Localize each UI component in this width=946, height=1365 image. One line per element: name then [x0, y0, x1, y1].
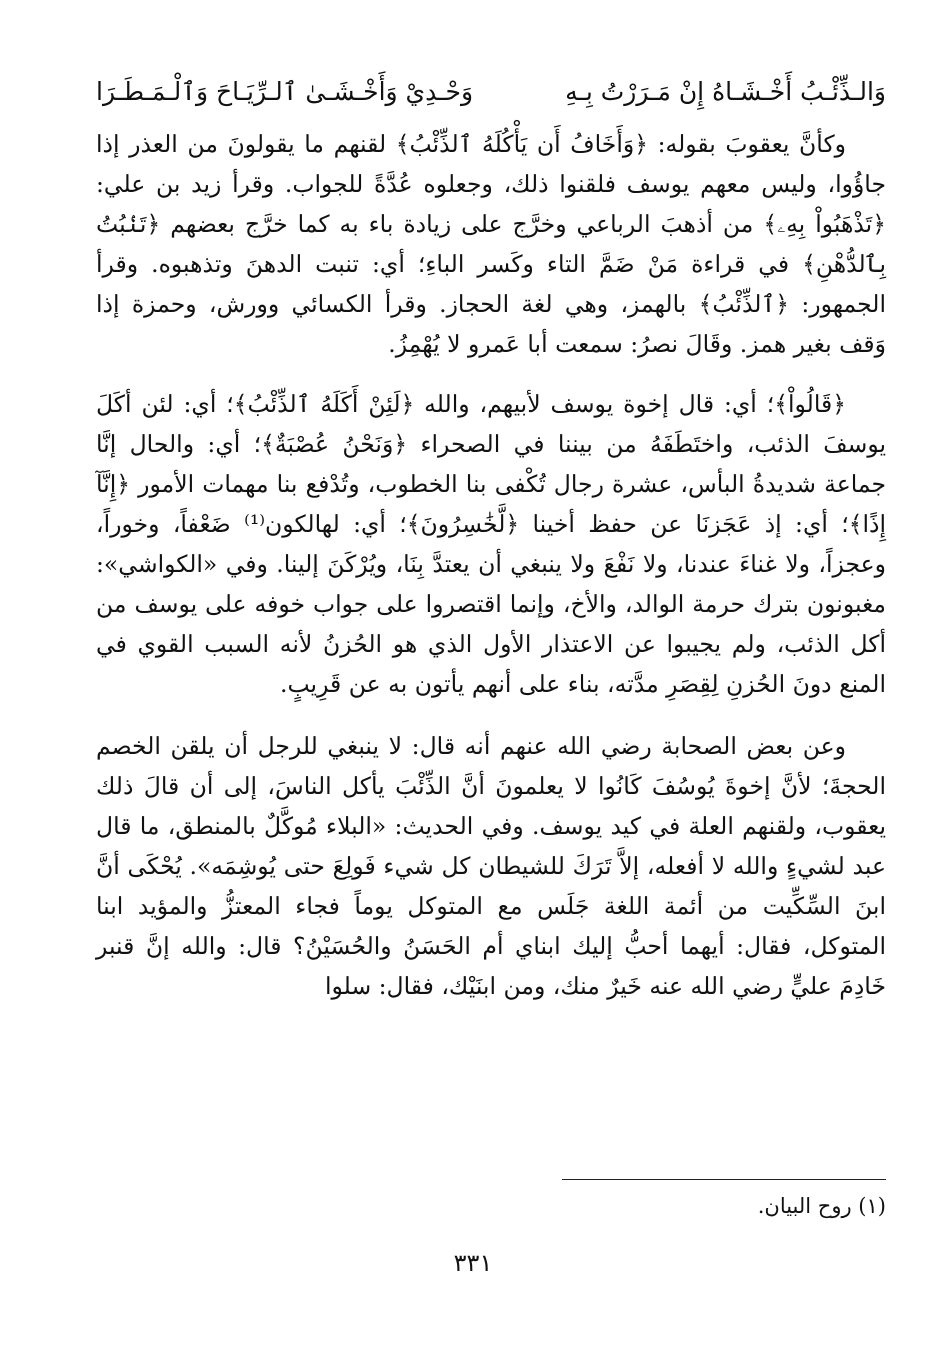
paragraph-3: وعن بعض الصحابة رضي الله عنهم أنه قال: لا ينبغي للرجل أن يلقن الخصم الحجةَ؛ لأنَّ إخوةَ يُوسُفَ كَانُوا لا يعلمونَ أنَّ الذِّئْبَ يأكل الناسَ، إلى أن قالَ ذلك يعقوب، ولقنهم العلة في كيد يوسف. وفي الحديث: «البلاء مُوكَّلٌ بالمنطق، ما قال عبد لشيءٍ والله لا أفعله، إلاَّ تَرَكَ للشيطان كل شيء فَولِعَ حتى يُوشِمَه». يُحْكَى أنَّ ابنَ السِّكِّيت من أئمة اللغة جَلَس مع المتوكل يوماً فجاء المعتزُّ والمؤيد ابنا المتوكل، فقال: أيهما أحبُّ إليك ابناي أم الحَسَنُ والحُسَيْنُ؟ قال: والله إنَّ قنبر خَادِمَ عليٍّ رضي الله عنه خَيرٌ منك، ومن ابنَيْك، فقال: سلوا: [96, 732, 886, 1000]
footnote-divider: [562, 1179, 886, 1180]
page-body: [96, 66, 886, 1006]
verse-first-hemistich: وَالـذِّئْـبُ أَخْـشَـاهُ إِنْ مَـرَرْتُ بِـهِ: [565, 77, 886, 106]
poetry-verse: [96, 66, 886, 118]
footnote: (١) روح البيان.: [757, 1194, 886, 1218]
page-number: ٣٣١: [453, 1249, 493, 1277]
paragraph-1: وكأنَّ يعقوبَ بقوله: ﴿وَأَخَافُ أَن يَأْكُلَهُ ٱلذِّئْبُ﴾ لقنهم ما يقولونَ من العذر إذا جاؤُوا، وليس معهم يوسف فلقنوا ذلك، وجعلوه عُدَّةً للجواب. وقرأ زيد بن علي: ﴿تَذْهَبُواْ بِهِۦ﴾ من أذهبَ الرباعي وخرَّج على زيادة باء به كما خرَّج بعضهم ﴿تَنۢبُتُ بِٱلدُّهْنِ﴾ في قراءة مَنْ ضَمَّ التاء وكَسر الباءِ؛ أي: تنبت الدهنَ وتذهبوه. وقرأ الجمهور: ﴿ٱلذِّئْبُ﴾ بالهمز، وهي لغة الحجاز. وقرأ الكسائي وورش، وحمزة إذا وَقف بغير همز. وقَالَ نصرُ: سمعت أبا عَمرو لا يُهْمِزُ.: [96, 130, 886, 358]
paragraph-2: ﴿قَالُواْ﴾؛ أي: قال إخوة يوسف لأبيهم، والله ﴿لَئِنْ أَكَلَهُ ٱلذِّئْبُ﴾؛ أي: لئن أكَلَ يوسفَ الذئب، واختَطَفَهُ من بيننا في الصحراء ﴿وَنَحْنُ عُصْبَةٌ﴾؛ أي: والحال إنَّا جماعة شديدةُ البأس، عشرة رجال تُكْفى بنا الخطوب، وتُدْفع بنا مهمات الأمور ﴿إِنَّآ إِذًا﴾؛ أي: إذ عَجَزنَا عن حفظ أخينا ﴿لَّخَٰسِرُونَ﴾؛ أي: لهالكون⁽¹⁾ ضَعْفاً، وخوراً، وعجزاً، ولا غناءَ عندنا، ولا نَفْعَ ولا ينبغي أن يعتدَّ بِنَا، ويُرْكَنَ إلينا. وفي «الكواشي»: مغبونون بترك حرمة الوالد، والأخ، وإنما اقتصروا على جواب خوفه على يوسف من أكل الذئب، ولم يجيبوا عن الاعتذار الأول الذي هو الحُزنُ لأنه السبب القوي في المنع دونَ الحُزنِ لِقِصَرِ مدَّته، بناء على أنهم يأتون به عن قَرِيبٍ.: [96, 390, 886, 698]
verse-second-hemistich: وَحْـدِيْ وَأَخْـشَـىٰ ٱلـرِّيَـاحَ وَٱلْـمَـطَـرَا: [96, 77, 474, 106]
